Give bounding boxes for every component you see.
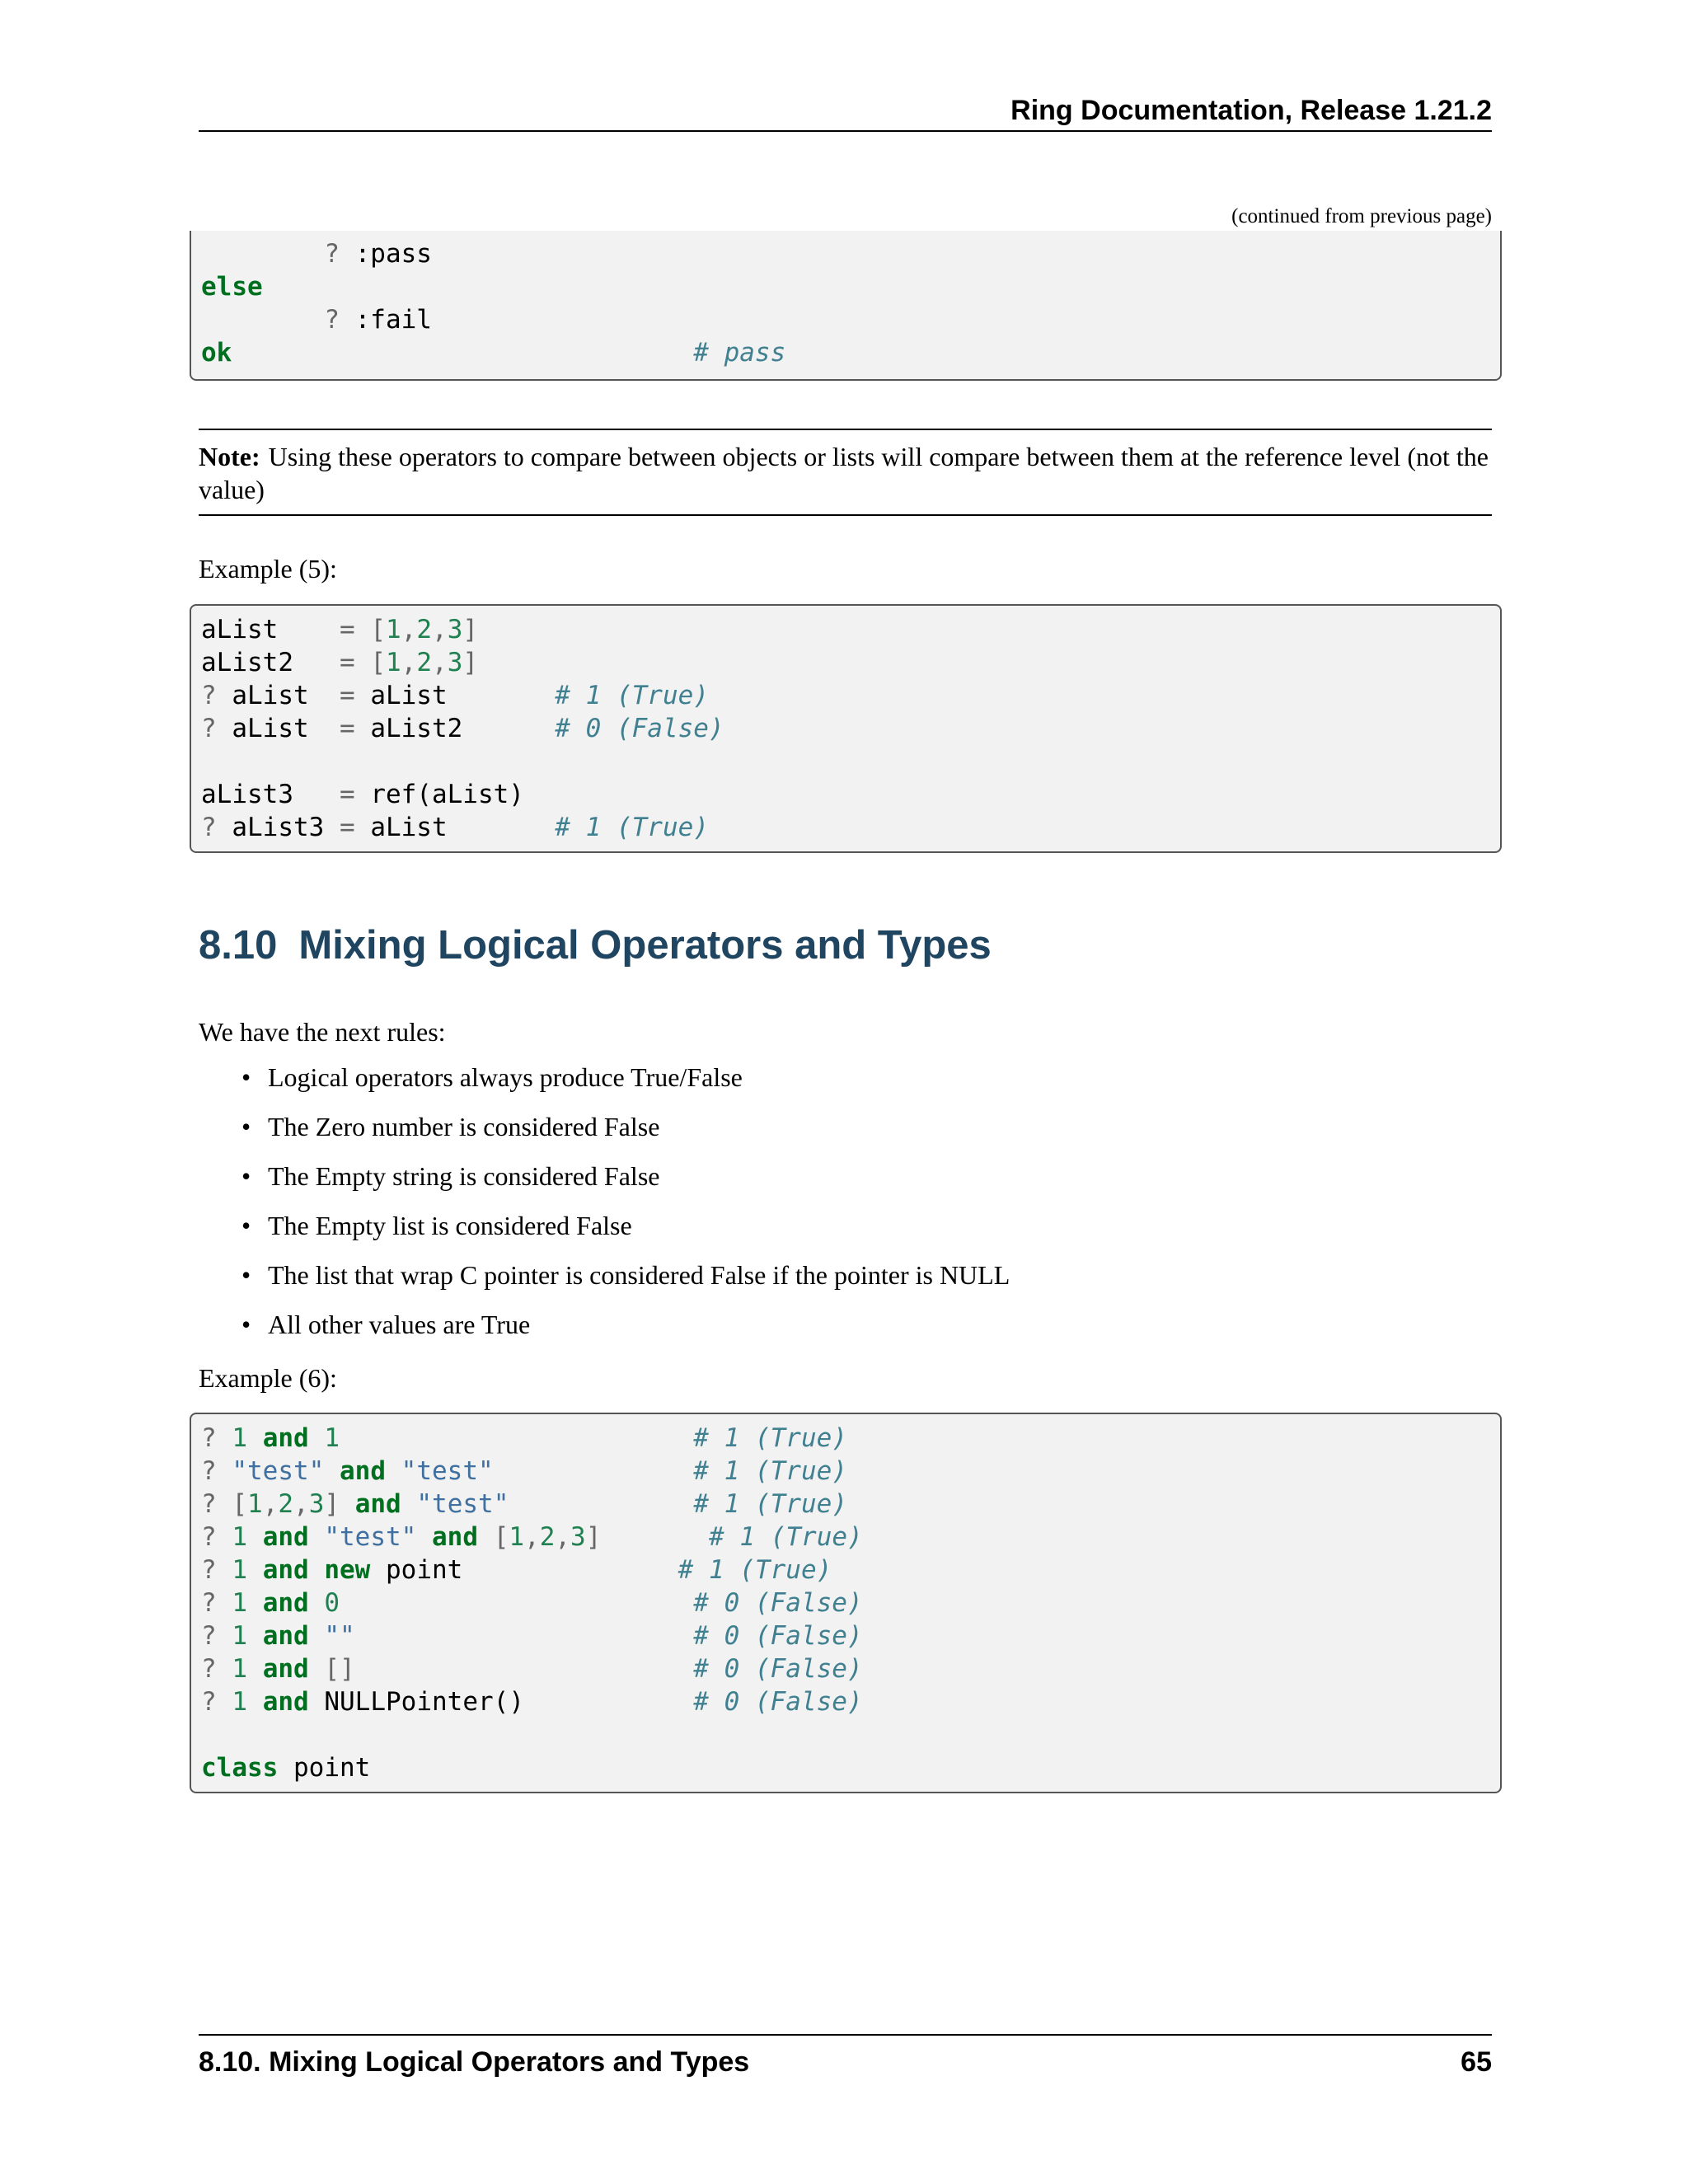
code-token [401,1489,417,1519]
code-token: ] [462,648,479,677]
code-token: 2 [416,615,433,644]
document-title: Ring Documentation, Release 1.21.2 [1010,95,1492,126]
code-token: # 1 (True) [709,1522,863,1552]
code-token: [ [232,1489,248,1519]
code-line [201,270,1500,303]
list-item: • The list that wrap C pointer is considered False if the pointer is NULL [199,1258,1010,1291]
code-token: = [339,714,355,743]
code-token: point [370,1555,678,1585]
code-token [340,1588,693,1618]
code-line [201,1751,1500,1784]
code-token: 1 [509,1522,525,1552]
code-token: = [339,813,355,842]
code-token [509,1489,693,1519]
code-token [247,1522,263,1552]
code-token: ? [201,1588,217,1618]
code-token: "test" [324,1522,417,1552]
code-token: aList [354,813,556,842]
code-token [340,1489,355,1519]
code-token [309,1555,325,1585]
continued-label: (continued from previous page) [1231,205,1492,227]
code-token: "test" [401,1456,494,1486]
code-token: ? [324,239,340,269]
code-token [217,1588,232,1618]
code-token: 1 [232,1555,248,1585]
code-token: 0 [324,1588,340,1618]
code-token: # 1 (True) [555,681,709,710]
code-token [247,1423,263,1453]
code-line [201,237,1500,270]
code-token [309,1423,325,1453]
page-number: 65 [1461,2046,1492,2078]
list-item: • The Empty list is considered False [199,1209,1010,1242]
code-token: aList3 [201,780,340,809]
code-token: ? [201,813,217,842]
code-line [201,1685,1500,1718]
list-item: • The Empty string is considered False [199,1160,1010,1193]
code-token [217,1654,232,1684]
code-token: ref(aList) [354,780,524,809]
code-token [355,1621,694,1651]
code-token: [ [370,615,386,644]
rules-list [199,1061,1010,1357]
code-token: , [432,648,448,677]
code-token: NULLPointer() [308,1687,694,1717]
page-footer [199,2034,1492,2080]
code-block-continued [190,231,1502,381]
code-token [217,1522,232,1552]
code-token: and [432,1522,479,1552]
code-token: ? [201,681,217,710]
code-token: 1 [247,1489,263,1519]
code-token: , [524,1522,540,1552]
code-token [309,1654,325,1684]
code-token: ? [201,1423,217,1453]
code-token: # 0 (False) [693,1687,863,1717]
code-token: 1 [232,1687,248,1717]
code-token: , [432,615,448,644]
code-token [232,338,693,368]
code-token: # 1 (True) [693,1489,847,1519]
code-token: ? [201,1489,217,1519]
code-token: and [340,1456,386,1486]
code-token: , [293,1489,309,1519]
code-token: 1 [232,1588,248,1618]
code-token: 3 [570,1522,586,1552]
code-line [201,1652,1500,1685]
code-token [355,648,371,677]
example-5-label: Example (5): [199,554,337,583]
code-token: and [262,1621,309,1651]
code-token [601,1522,709,1552]
code-token: = [339,615,355,644]
code-token: class [201,1753,279,1783]
code-token: 1 [232,1654,248,1684]
section-number: 8.10 [199,923,278,968]
code-token: ? [201,1555,217,1585]
code-block-example-6 [190,1413,1502,1793]
code-token: ] [462,615,479,644]
code-token: # 0 (False) [693,1621,863,1651]
code-token: , [262,1489,279,1519]
code-token [217,1687,232,1717]
code-token: aList [201,615,340,644]
code-token: 2 [278,1489,294,1519]
code-token: and [262,1423,309,1453]
code-token [217,1423,232,1453]
code-token: and [262,1588,309,1618]
code-line [201,303,1500,336]
code-token: ? [201,1687,217,1717]
code-token: # 0 (False) [693,1588,863,1618]
code-token [247,1687,263,1717]
code-token [478,1522,494,1552]
code-line [201,1455,1500,1488]
code-token: ] [585,1522,602,1552]
code-line [201,336,1500,369]
code-line [201,1488,1500,1521]
code-token: and [354,1489,401,1519]
code-token: "test" [416,1489,509,1519]
code-token [247,1654,263,1684]
code-token: :fail [339,305,432,335]
code-token: aList3 [216,813,340,842]
code-token [309,1621,325,1651]
example-6-label: Example (6): [199,1363,337,1393]
code-token: = [339,780,355,809]
code-line [201,712,1500,745]
code-token: aList2 [201,648,340,677]
list-item: • All other values are True [199,1308,1010,1341]
code-token: ok [201,338,232,368]
page-header [199,91,1492,132]
code-token [309,1588,325,1618]
code-token: 1 [386,648,401,677]
code-token [201,239,324,269]
code-token: 1 [386,615,401,644]
code-token: aList [216,714,340,743]
code-token: # pass [693,338,786,368]
code-token: ? [201,1456,217,1486]
rules-intro: We have the next rules: [199,1017,446,1047]
code-token [247,1555,263,1585]
code-line [201,646,1500,679]
code-token: [] [324,1654,355,1684]
code-token [355,615,371,644]
code-token: 2 [416,648,433,677]
code-token: , [555,1522,571,1552]
code-token: else [201,272,263,302]
code-line [201,1554,1500,1586]
code-token: ? [201,1621,217,1651]
code-token: ? [324,305,340,335]
code-token [324,1456,340,1486]
code-line [201,778,1500,811]
code-token [386,1456,401,1486]
code-token: "" [324,1621,355,1651]
code-token: [ [493,1522,509,1552]
code-token [340,1423,693,1453]
code-token: [ [370,648,386,677]
code-token [217,1489,232,1519]
code-token: ? [201,1654,217,1684]
note-text: Using these operators to compare between objects or lists will compare between them at the reference level (not the value) [199,442,1489,504]
code-token: and [262,1555,309,1585]
code-token: aList2 [354,714,556,743]
code-token: ? [201,1522,217,1552]
code-token: and [262,1522,309,1552]
code-token: = [339,648,355,677]
code-token: , [401,615,417,644]
code-line [201,1521,1500,1554]
code-token: 1 [324,1423,340,1453]
code-token: 3 [447,648,463,677]
code-block-example-5 [190,604,1502,853]
code-token: and [262,1687,309,1717]
code-token: ] [324,1489,340,1519]
code-token [309,1522,325,1552]
note-box [199,429,1492,516]
code-token [355,1654,694,1684]
code-token: = [339,681,355,710]
code-line [201,745,1500,778]
code-line [201,679,1500,712]
list-item: • The Zero number is considered False [199,1110,1010,1143]
code-token: 3 [447,615,463,644]
code-token: 1 [232,1621,248,1651]
code-token [217,1621,232,1651]
code-token [217,1555,232,1585]
code-token: # 1 (True) [555,813,709,842]
section-title: Mixing Logical Operators and Types [298,923,992,968]
code-line [201,811,1500,844]
code-line [201,1619,1500,1652]
code-line [201,613,1500,646]
code-token [416,1522,432,1552]
code-token: # 1 (True) [693,1423,847,1453]
code-token: aList [354,681,556,710]
footer-section: 8.10. Mixing Logical Operators and Types [199,2046,750,2078]
code-token: # 1 (True) [678,1555,832,1585]
code-token: and [262,1654,309,1684]
code-token: new [324,1555,371,1585]
code-line [201,1718,1500,1751]
code-token: aList [216,681,340,710]
code-token: 3 [308,1489,325,1519]
section-heading [199,921,992,970]
code-token [201,305,324,335]
code-token: :pass [339,239,432,269]
code-token: 1 [232,1423,248,1453]
note-label: Note: [199,442,260,471]
code-token [247,1621,263,1651]
code-line [201,1422,1500,1455]
code-token [494,1456,694,1486]
code-token: 2 [539,1522,556,1552]
code-line [201,1586,1500,1619]
list-item: • Logical operators always produce True/False [199,1061,1010,1094]
code-token: # 0 (False) [555,714,724,743]
code-token: # 1 (True) [693,1456,847,1486]
code-token: point [278,1753,371,1783]
code-token: , [401,648,417,677]
code-token: "test" [232,1456,325,1486]
code-token [217,1456,232,1486]
code-token: ? [201,714,217,743]
code-token [247,1588,263,1618]
code-token: # 0 (False) [693,1654,863,1684]
code-token: 1 [232,1522,248,1552]
